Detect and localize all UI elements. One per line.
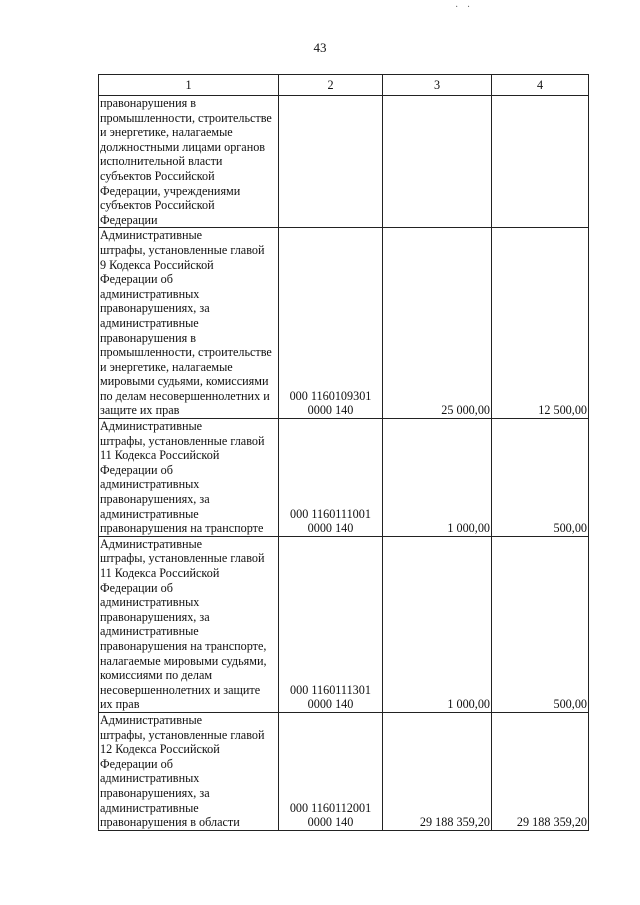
page-number: 43 [313, 40, 327, 55]
row-col3 [383, 96, 492, 228]
table-row [99, 228, 589, 419]
header-col-4: 4 [492, 75, 589, 96]
row-col4 [492, 96, 589, 228]
row-col3: 1 000,00 [383, 419, 492, 537]
scan-marks: · · [455, 2, 474, 13]
row-name: Административные штрафы, установленные главой 11 Кодекса Российской Федерации об административных правонарушениях, за административные правонарушения на транспорте [99, 419, 279, 537]
row-code: 000 1160111001 0000 140 [279, 419, 383, 537]
row-col4: 500,00 [492, 536, 589, 712]
table-row [99, 536, 589, 712]
row-col4: 29 188 359,20 [492, 712, 589, 830]
row-code [279, 96, 383, 228]
row-name: правонарушения в промышленности, строительстве и энергетике, налагаемые должностными лицами органов исполнительной власти субъектов Российской Федерации, учреждениями субъектов Российской Федерации [99, 96, 279, 228]
header-col-2: 2 [279, 75, 383, 96]
header-col-3: 3 [383, 75, 492, 96]
row-name: Административные штрафы, установленные главой 9 Кодекса Российской Федерации об административных правонарушениях, за административные правонарушения в промышленности, строительстве и энергетике, налагаемые мировыми судьями, комиссиями по делам несовершеннолетних и защите их прав [99, 228, 279, 419]
row-col3: 1 000,00 [383, 536, 492, 712]
header-row [99, 75, 589, 96]
table-row [99, 96, 589, 228]
row-code: 000 1160111301 0000 140 [279, 536, 383, 712]
row-name: Административные штрафы, установленные главой 11 Кодекса Российской Федерации об административных правонарушениях, за административные правонарушения на транспорте, налагаемые мировыми судьями, комиссиями по делам несовершеннолетних и защите их прав [99, 536, 279, 712]
row-col3: 29 188 359,20 [383, 712, 492, 830]
row-code: 000 1160109301 0000 140 [279, 228, 383, 419]
row-code: 000 1160112001 0000 140 [279, 712, 383, 830]
row-col3: 25 000,00 [383, 228, 492, 419]
row-name: Административные штрафы, установленные главой 12 Кодекса Российской Федерации об административных правонарушениях, за административные правонарушения в области [99, 712, 279, 830]
table-row [99, 419, 589, 537]
row-col4: 12 500,00 [492, 228, 589, 419]
header-col-1: 1 [99, 75, 279, 96]
row-col4: 500,00 [492, 419, 589, 537]
table-row [99, 712, 589, 830]
budget-table [98, 74, 589, 831]
